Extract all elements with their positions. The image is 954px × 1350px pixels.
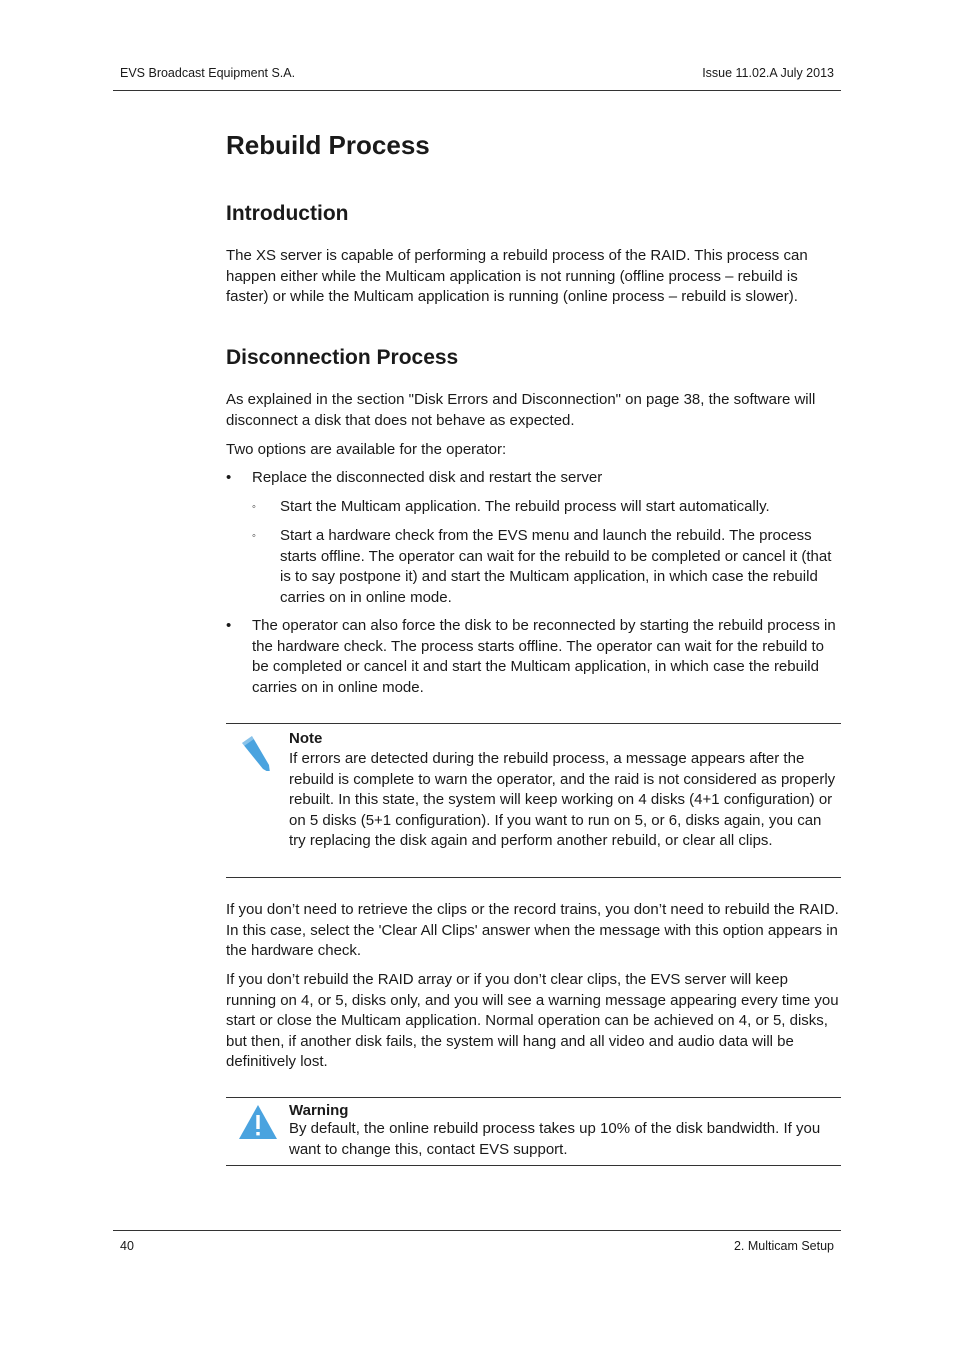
page-footer [113,1230,841,1253]
sub-bullet-text: Start the Multicam application. The rebuild process will start automatically. [280,498,770,515]
warning-callout [226,1097,841,1166]
warning-title: Warning [289,1102,349,1119]
after-note-para2: If you don’t rebuild the RAID array or if you don’t clear clips, the EVS server will keep running on 4, or 5, disks only, and you will see a warning message appearing every time you start or close the Multicam application. Normal operation can be achieved on 4, or 5, disks, but then, if another disk fails, the system will hang and all video and audio data will be definitively lost. [226,971,839,1070]
note-title: Note [289,730,323,747]
warning-triangle-icon [238,1104,278,1145]
introduction-text: The XS server is capable of performing a rebuild process of the RAID. This process can happen either while the Multicam application is not running (offline process – rebuild is faster) or while the Multicam application is running (online process – rebuild is slower). [226,247,808,305]
note-callout [226,723,841,878]
sub-bullet-icon: ◦ [252,530,256,542]
sub-bullet-icon: ◦ [252,501,256,513]
bullet-text: The operator can also force the disk to be reconnected by starting the rebuild process in the hardware check. The process starts offline. The operator can wait for the rebuild to be completed or cancel it and start the Multicam application, in which case the rebuild carries on in online mode. [252,617,836,696]
sub-bullet-text: Start a hardware check from the EVS menu and launch the rebuild. The process starts offline. The operator can wait for the rebuild to be completed or cancel it (that is to say postpone it) and start the Multicam application, in which case the rebuild carries on in online mode. [280,527,832,606]
bullet-text: Replace the disconnected disk and restart the server [252,469,603,486]
header-issue: Issue 11.02.A July 2013 [702,66,834,80]
page-number: 40 [120,1239,134,1253]
disconnection-para2: Two options are available for the operator: [226,441,507,458]
bullet-icon: • [226,469,232,486]
disconnection-para1: As explained in the section "Disk Errors and Disconnection" on page 38, the software will disconnect a disk that does not behave as expected. [226,391,816,429]
bullet-icon: • [226,617,232,634]
section-heading-introduction: Introduction [226,202,349,225]
warning-text: By default, the online rebuild process takes up 10% of the disk bandwidth. If you want to change this, contact EVS support. [289,1120,821,1158]
page-header [113,64,841,91]
note-text: If errors are detected during the rebuild process, a message appears after the rebuild is complete to warn the operator, and the raid is not considered as properly rebuilt. In this state, the system will keep working on 4 disks (4+1 configuration) or on 5 disks (5+1 configuration). If you want to run on 5, or 6, disks again, you can try replacing the disk again and perform another rebuild, or clear all clips. [289,750,836,849]
page-title: Rebuild Process [226,130,430,160]
section-heading-disconnection: Disconnection Process [226,346,459,369]
pencil-icon [238,731,274,776]
header-company: EVS Broadcast Equipment S.A. [120,66,296,80]
after-note-para1: If you don’t need to retrieve the clips or the record trains, you don’t need to rebuild the RAID. In this case, select the 'Clear All Clips' answer when the message with this option appears in the hardware check. [226,901,839,959]
footer-chapter: 2. Multicam Setup [733,1239,834,1253]
